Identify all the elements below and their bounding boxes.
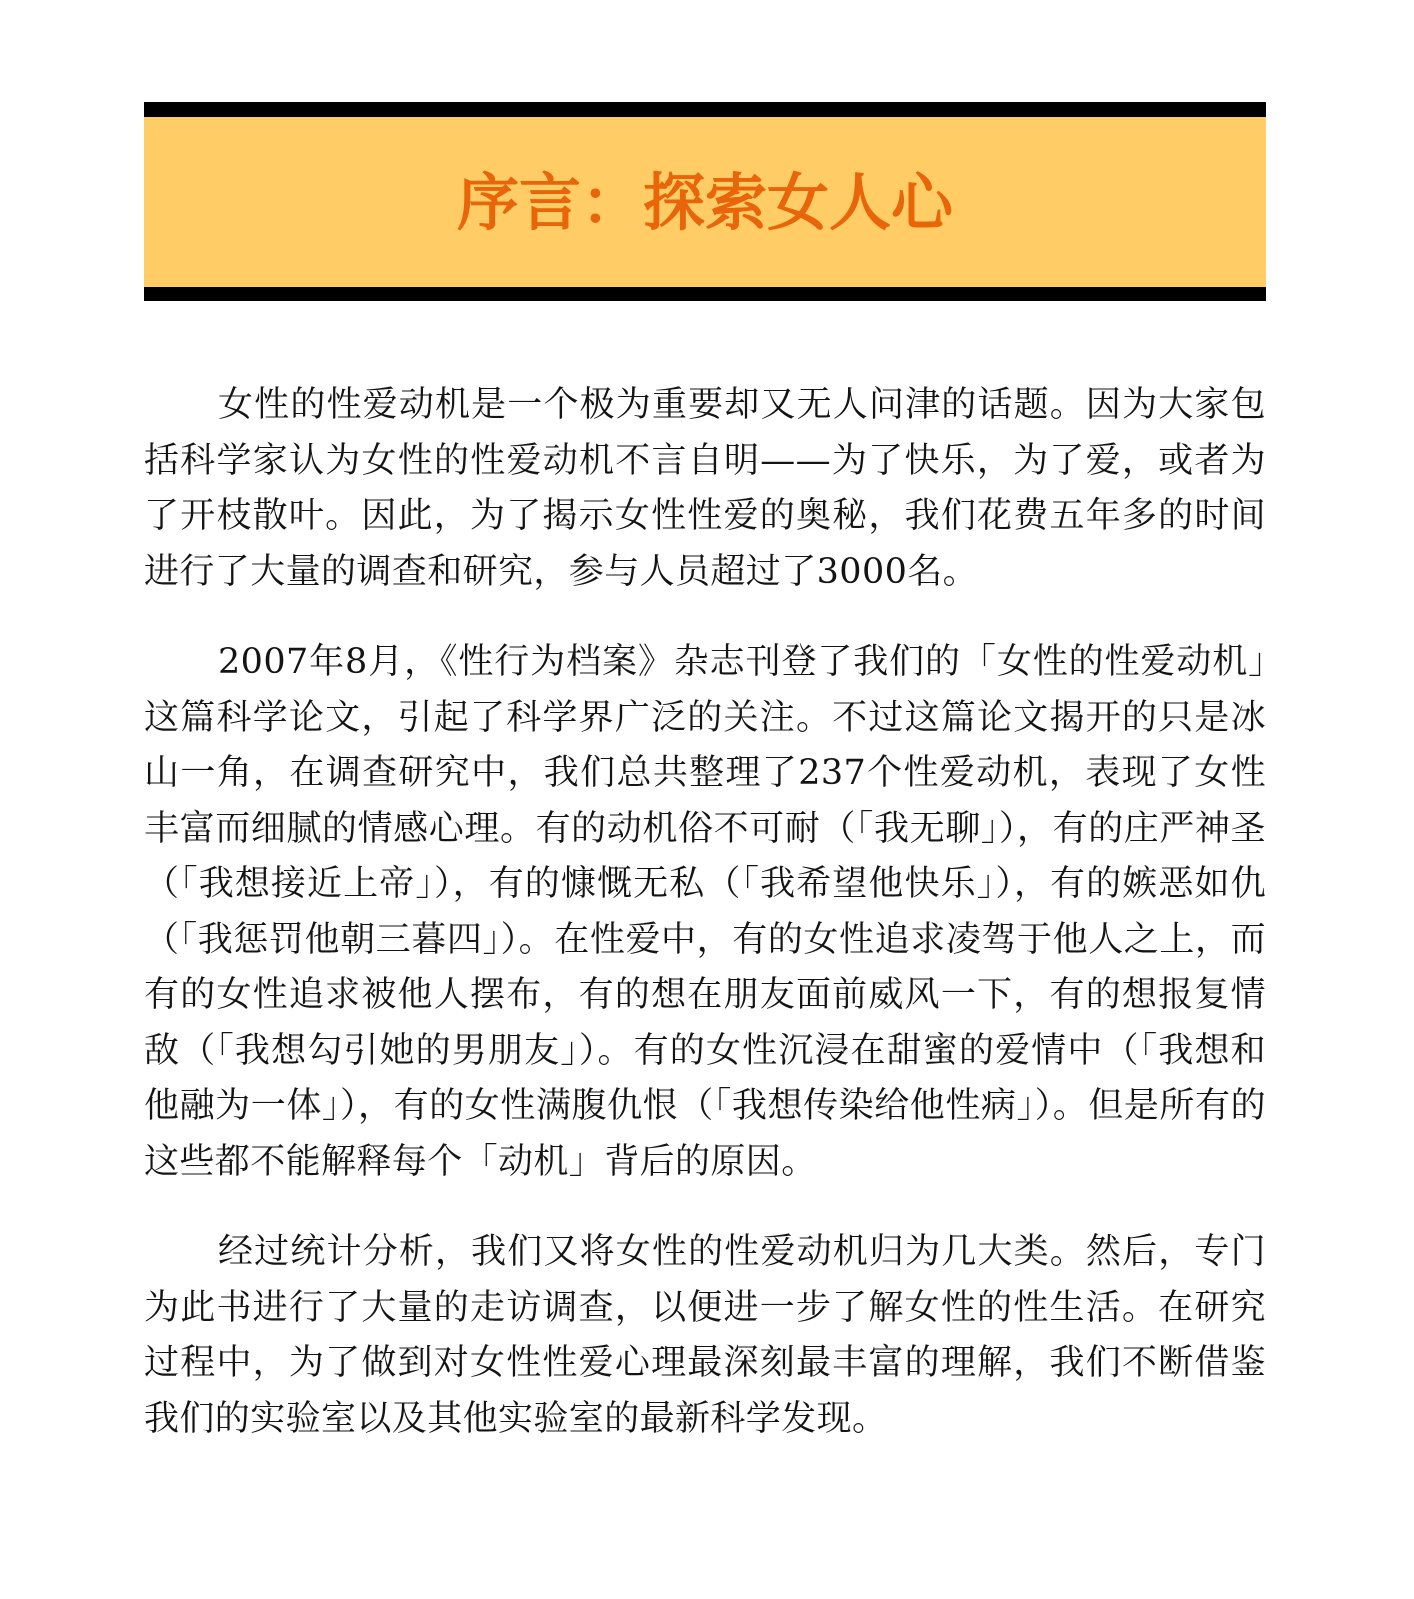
- chapter-title-band: [144, 102, 1266, 301]
- paragraph-3: 经过统计分析，我们又将女性的性爱动机归为几大类。然后，专门为此书进行了大量的走访调查，以便进一步了解女性的性生活。在研究过程中，为了做到对女性性爱心理最深刻最丰富的理解，我们不断借鉴我们的实验室以及其他实验室的最新科学发现。: [144, 1232, 1266, 1439]
- body-text: [144, 378, 1266, 1482]
- paragraph-2: 2007年8月，《性行为档案》杂志刊登了我们的「女性的性爱动机」这篇科学论文，引起了科学界广泛的关注。不过这篇论文揭开的只是冰山一角，在调查研究中，我们总共整理了237个性爱动机，表现了女性丰富而细腻的情感心理。有的动机俗不可耐（「我无聊」），有的庄严神圣（「我想接近上帝」），有的慷慨无私（「我希望他快乐」），有的嫉恶如仇（「我惩罚他朝三暮四」）。在性爱中，有的女性追求凌驾于他人之上，而有的女性追求被他人摆布，有的想在朋友面前威风一下，有的想报复情敌（「我想勾引她的男朋友」）。有的女性沉浸在甜蜜的爱情中（「我想和他融为一体」），有的女性满腹仇恨（「我想传染给他性病」）。但是所有的这些都不能解释每个「动机」背后的原因。: [144, 642, 1266, 1182]
- chapter-title: 序言：探索女人心: [456, 166, 953, 239]
- paragraph-1: 女性的性爱动机是一个极为重要却又无人问津的话题。因为大家包括科学家认为女性的性爱动机不言自明——为了快乐，为了爱，或者为了开枝散叶。因此，为了揭示女性性爱的奥秘，我们花费五年多的时间进行了大量的调查和研究，参与人员超过了3000名。: [144, 385, 1266, 592]
